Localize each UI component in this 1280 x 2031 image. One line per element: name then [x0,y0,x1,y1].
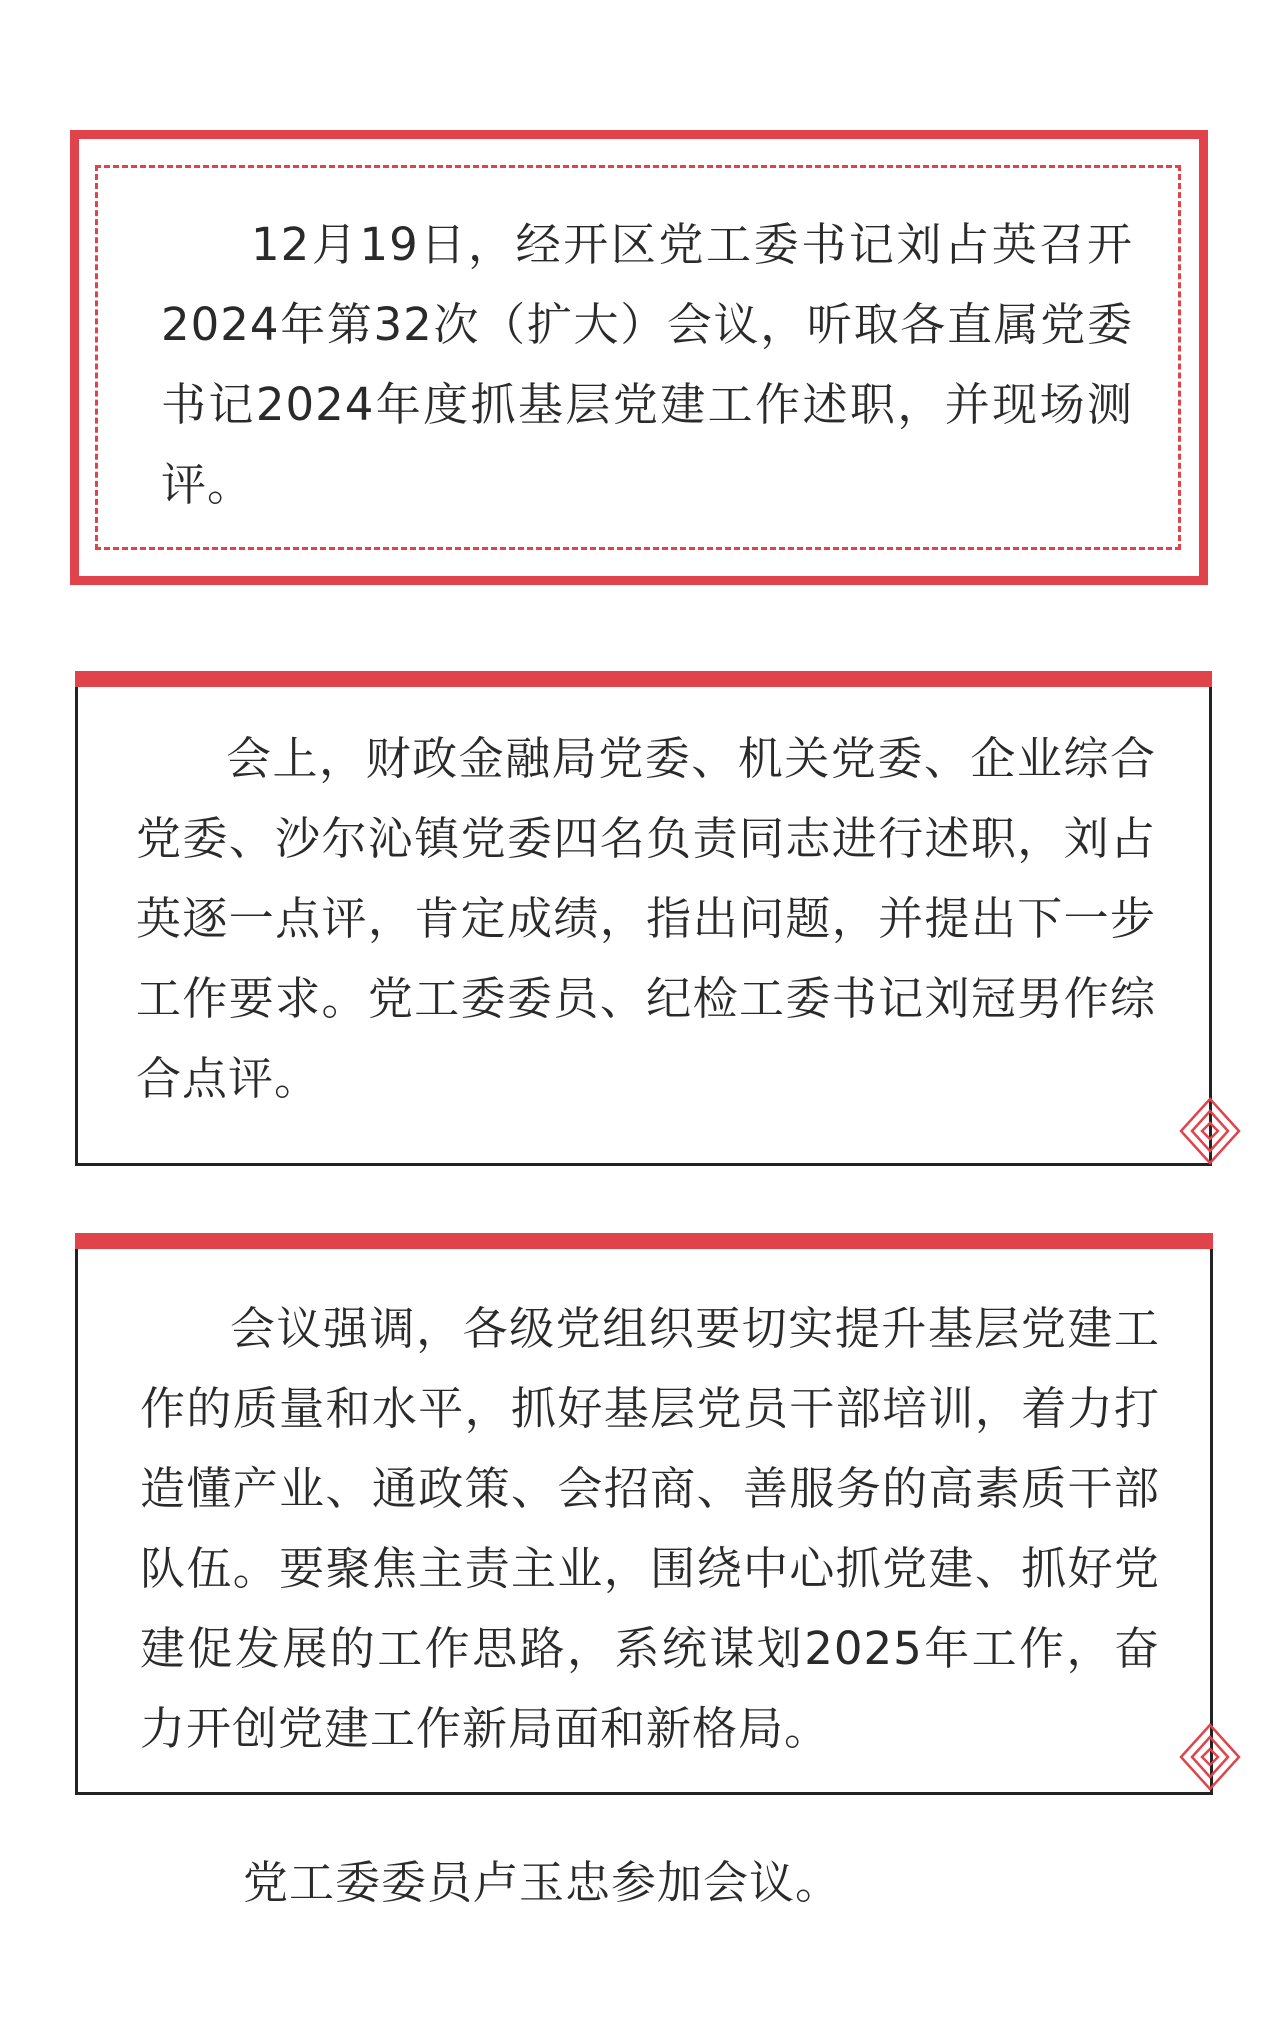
card-top-bar [75,671,1212,687]
diamond-lattice-icon [1178,1096,1242,1166]
paragraph-meeting-emphasis: 会议强调，各级党组织要切实提升基层党建工作的质量和水平，抓好基层党员干部培训，着力打造懂产业、通政策、会招商、善服务的高素质干部队伍。要聚焦主责主业，围绕中心抓党建、抓好党建促发展的工作思路，系统谋划2025年工作，奋力开创党建工作新局面和新格局。 [140,1302,1160,1755]
card-top-bar [75,1233,1213,1249]
paragraph-attendee-note: 党工委委员卢玉忠参加会议。 [243,1856,842,1909]
paragraph-meeting-reports: 会上，财政金融局党委、机关党委、企业综合党委、沙尔沁镇党委四名负责同志进行述职，刘占英逐一点评，肯定成绩，指出问题，并提出下一步工作要求。党工委委员、纪检工委书记刘冠男作综合点评。 [136,732,1156,1105]
emphasis-card [75,1233,1213,1795]
report-card [75,671,1212,1166]
intro-frame [70,130,1208,585]
diamond-lattice-icon [1178,1722,1242,1792]
paragraph-meeting-intro: 12月19日，经开区党工委书记刘占英召开2024年第32次（扩大）会议，听取各直属党委书记2024年度抓基层党建工作述职，并现场测评。 [161,218,1133,511]
